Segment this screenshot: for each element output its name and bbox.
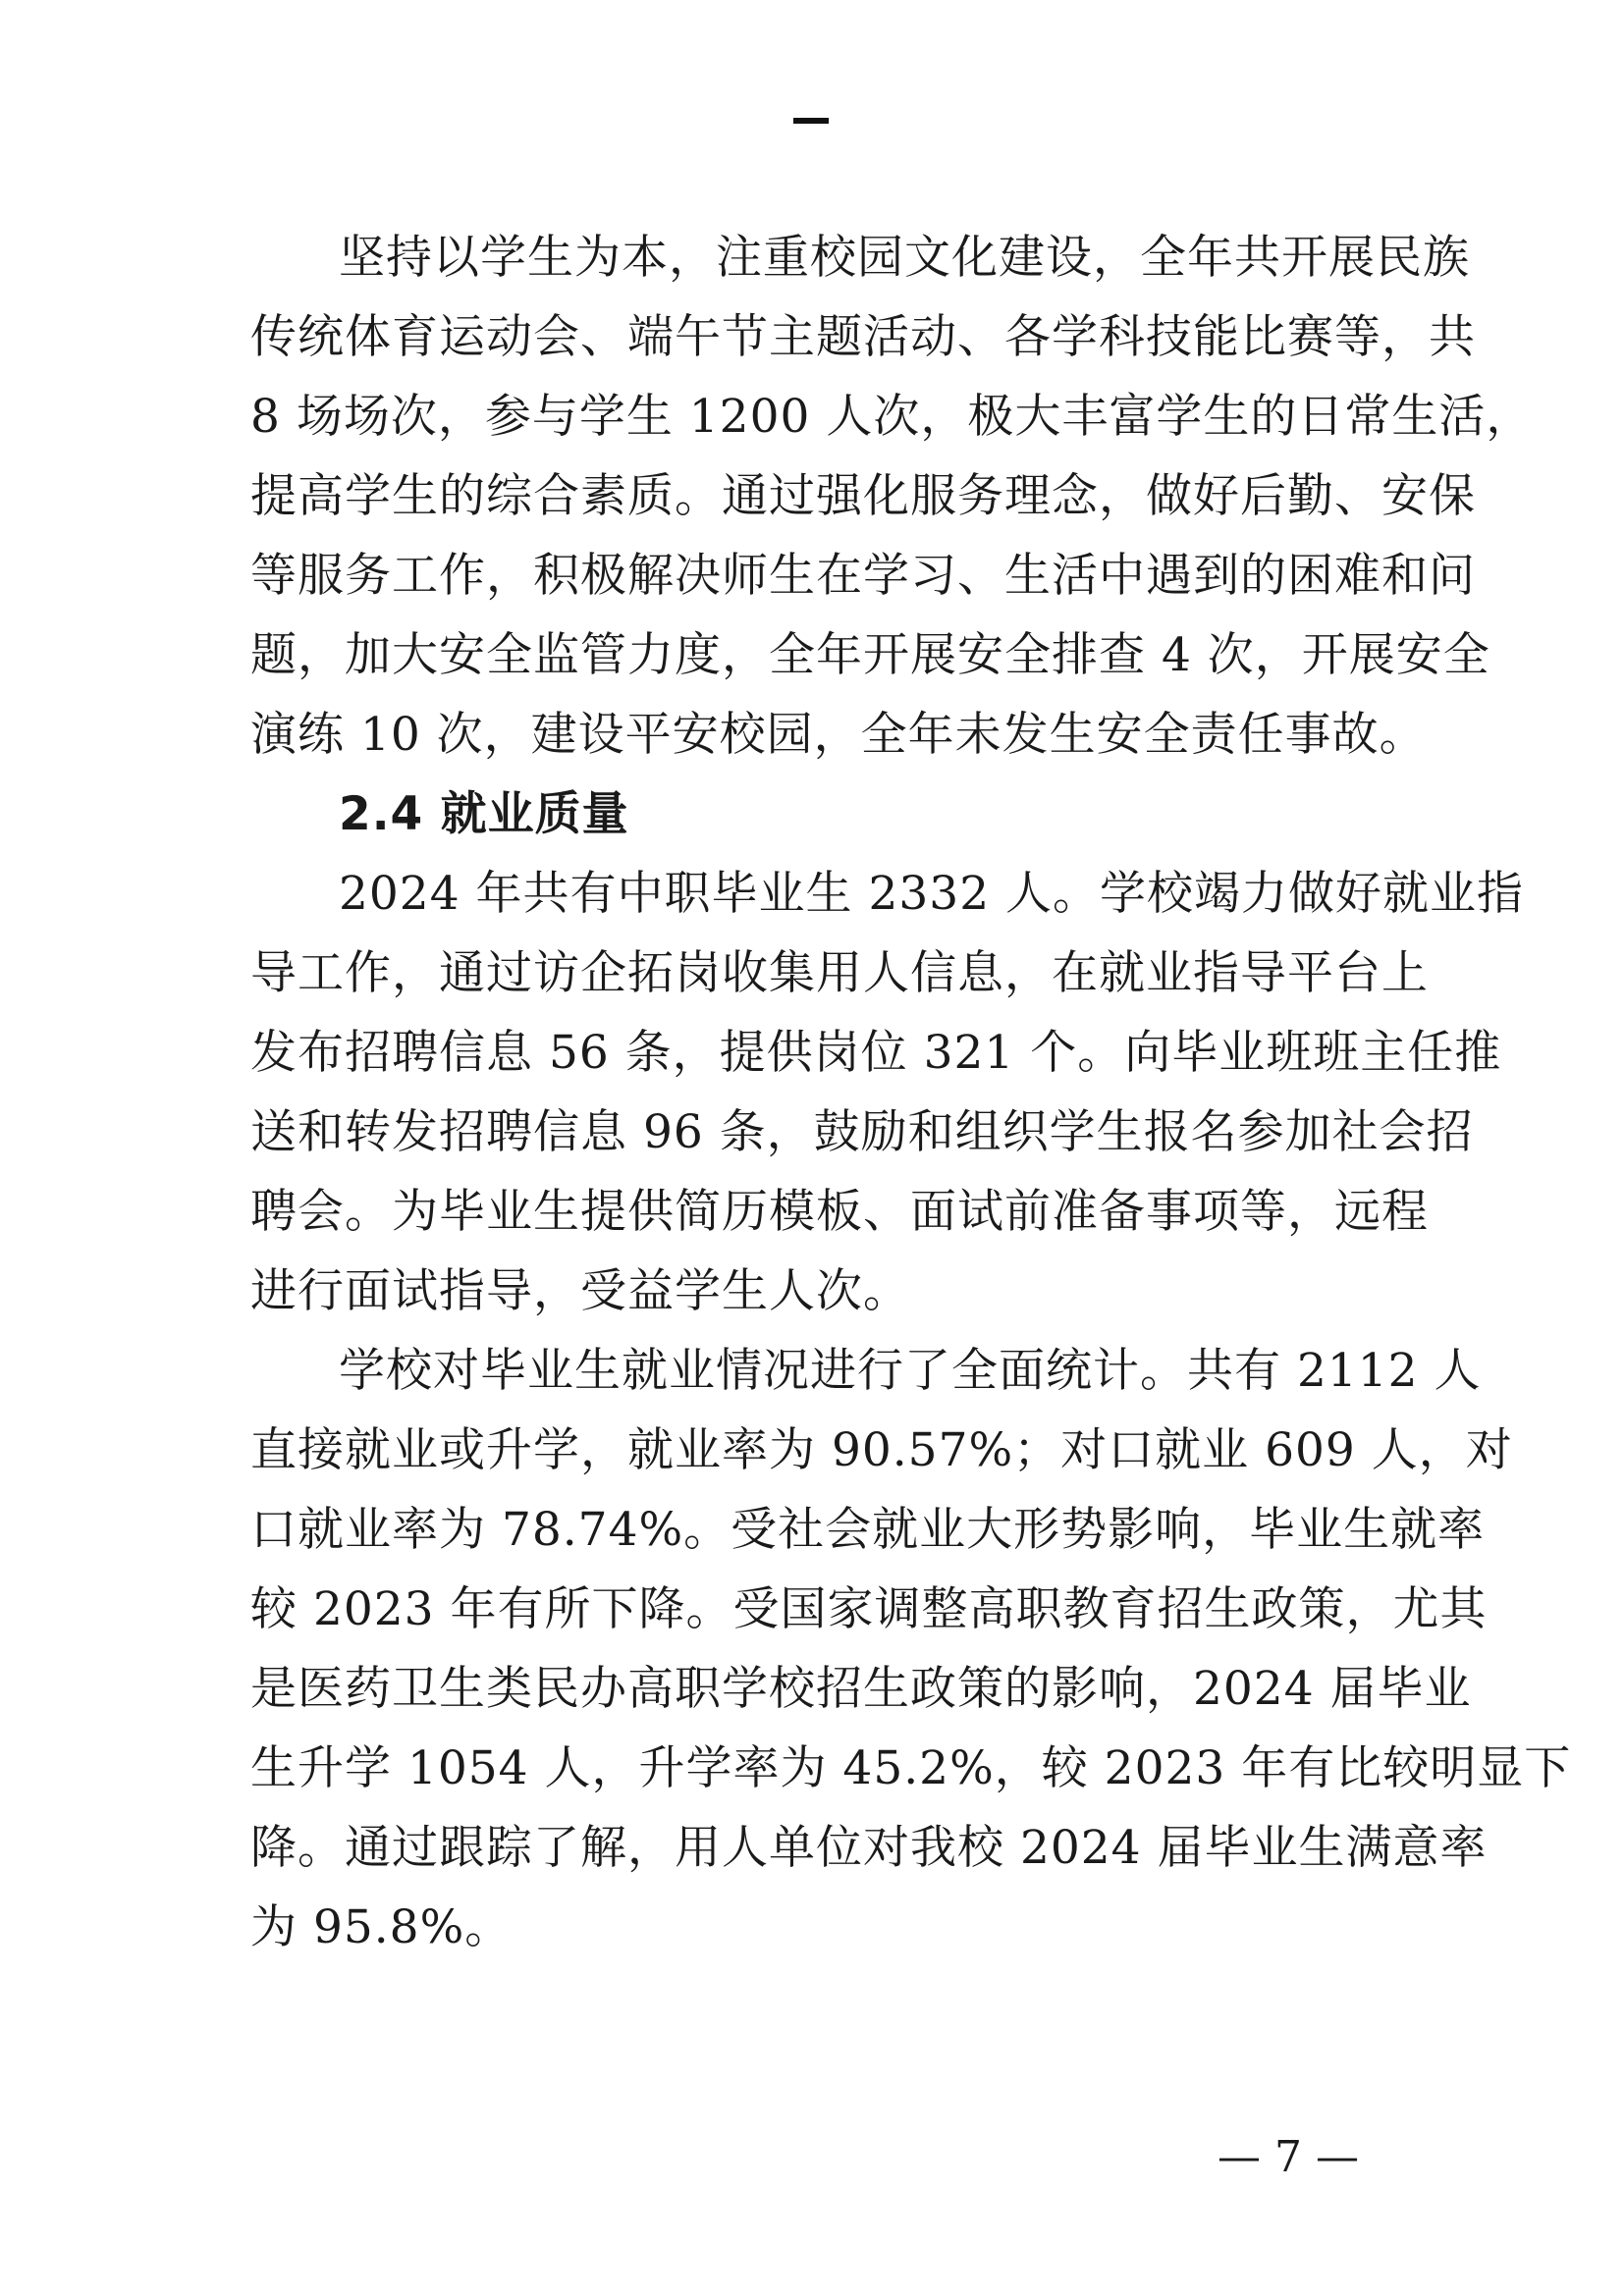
paragraph-line: 聘会。为毕业生提供简历模板、面试前准备事项等，远程 [250, 1185, 1429, 1239]
page-number: — 7 — [1218, 2132, 1359, 2182]
paragraph-line: 等服务工作，积极解决师生在学习、生活中遇到的困难和问 [250, 549, 1476, 603]
paragraph-line: 提高学生的综合素质。通过强化服务理念，做好后勤、安保 [250, 469, 1476, 523]
paragraph-line: 口就业率为 78.74%。受社会就业大形势影响，毕业生就率 [250, 1503, 1486, 1557]
paragraph-line: 直接就业或升学，就业率为 90.57%；对口就业 609 人，对 [250, 1423, 1513, 1477]
top-dash-mark [793, 118, 829, 133]
paragraph-line: 2024 年共有中职毕业生 2332 人。学校竭力做好就业指 [339, 867, 1525, 921]
paragraph-line: 导工作，通过访企拓岗收集用人信息，在就业指导平台上 [250, 946, 1429, 1000]
paragraph-line: 送和转发招聘信息 96 条，鼓励和组织学生报名参加社会招 [250, 1105, 1474, 1159]
paragraph-line: 坚持以学生为本，注重校园文化建设，全年共开展民族 [339, 231, 1470, 285]
paragraph-line: 学校对毕业生就业情况进行了全面统计。共有 2112 人 [339, 1344, 1482, 1398]
paragraph-line: 生升学 1054 人，升学率为 45.2%，较 2023 年有比较明显下 [250, 1741, 1572, 1795]
paragraph-line: 是医药卫生类民办高职学校招生政策的影响，2024 届毕业 [250, 1662, 1472, 1716]
paragraph-line: 题，加大安全监管力度，全年开展安全排查 4 次，开展安全 [250, 628, 1490, 682]
paragraph-line: 发布招聘信息 56 条，提供岗位 321 个。向毕业班班主任推 [250, 1026, 1502, 1080]
paragraph-line: 演练 10 次，建设平安校园，全年未发生安全责任事故。 [250, 708, 1427, 762]
paragraph-line: 降。通过跟踪了解，用人单位对我校 2024 届毕业生满意率 [250, 1821, 1488, 1875]
paragraph-line: 传统体育运动会、端午节主题活动、各学科技能比赛等，共 [250, 310, 1476, 364]
paragraph-line: 8 场场次，参与学生 1200 人次，极大丰富学生的日常生活， [250, 390, 1534, 444]
paragraph-line: 较 2023 年有所下降。受国家调整高职教育招生政策，尤其 [250, 1582, 1488, 1636]
document-body [250, 218, 1572, 1967]
paragraph-line: 进行面试指导，受益学生人次。 [250, 1264, 910, 1318]
paragraph-line: 为 95.8%。 [250, 1900, 513, 1954]
section-heading: 2.4 就业质量 [339, 787, 629, 841]
